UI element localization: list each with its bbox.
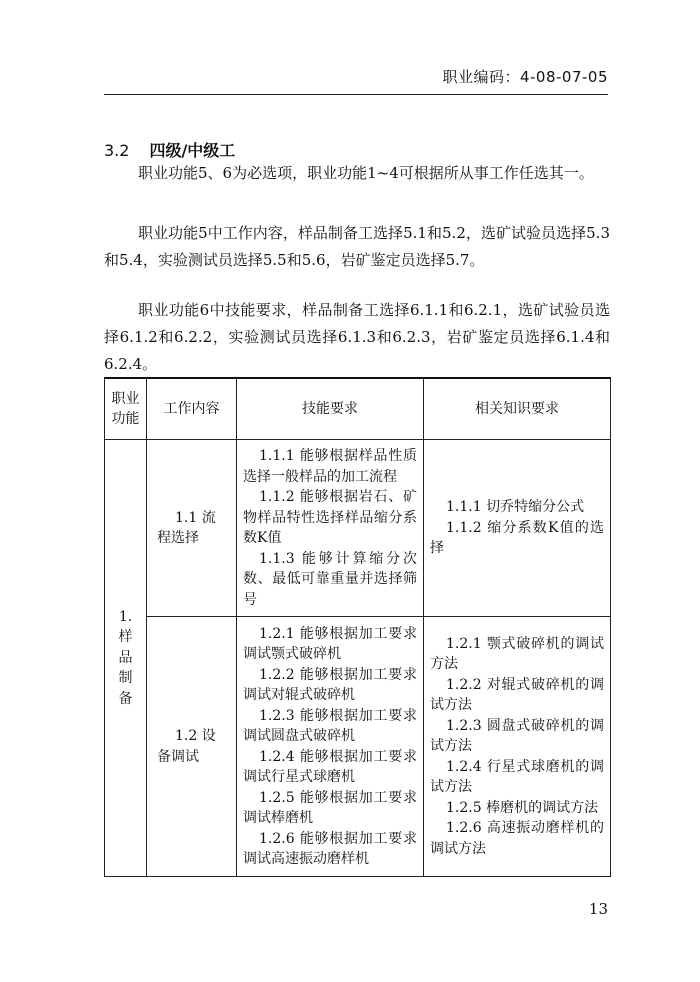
skill-cell bbox=[237, 617, 424, 877]
function-char: 品 bbox=[118, 649, 133, 666]
skill-item: 1.2.1 能够根据加工要求调试颚式破碎机 bbox=[243, 625, 417, 662]
function-char: 备 bbox=[118, 690, 133, 707]
skill-item: 1.1.2 能够根据岩石、矿物样品特性选择样品缩分系数K值 bbox=[243, 489, 417, 546]
knowledge-item: 1.2.6 高速振动磨样机的调试方法 bbox=[430, 820, 604, 857]
knowledge-item: 1.2.3 圆盘式破碎机的调试方法 bbox=[430, 717, 604, 755]
skill-cell bbox=[237, 440, 424, 617]
knowledge-item: 1.2.5 棒磨机的调试方法 bbox=[446, 799, 599, 816]
knowledge-cell bbox=[424, 617, 611, 877]
skill-item: 1.2.4 能够根据加工要求调试行星式球磨机 bbox=[243, 748, 417, 785]
function-number: 1. bbox=[118, 608, 133, 625]
occupation-code: 职业编码：4-08-07-05 bbox=[442, 68, 608, 86]
work-content-cell: 1.2 设备调试 bbox=[147, 617, 237, 877]
skill-item: 1.1.3 能够计算缩分次数、最低可靠重量并选择筛号 bbox=[243, 550, 417, 608]
paragraph-3: 职业功能6中技能要求，样品制备工选择6.1.1和6.2.1，选矿试验员选择6.1.2和6.2.2，实验测试员选择6.1.3和6.2.3，岩矿鉴定员选择6.1.4和6.2.4。 bbox=[104, 301, 610, 373]
section-number: 3.2 bbox=[104, 141, 130, 160]
knowledge-cell bbox=[424, 440, 611, 617]
knowledge-item: 1.2.1 颚式破碎机的调试方法 bbox=[430, 635, 604, 673]
skill-item: 1.2.3 能够根据加工要求调试圆盘式破碎机 bbox=[243, 707, 417, 744]
work-content-cell: 1.1 流程选择 bbox=[147, 440, 237, 617]
skill-item: 1.1.1 能够根据样品性质选择一般样品的加工流程 bbox=[243, 448, 417, 485]
skill-item: 1.2.5 能够根据加工要求调试棒磨机 bbox=[243, 789, 417, 826]
paragraph-2: 职业功能5中工作内容，样品制备工选择5.1和5.2，选矿试验员选择5.3和5.4，实验测试员选择5.5和5.6，岩矿鉴定员选择5.7。 bbox=[104, 224, 610, 269]
table-row bbox=[105, 617, 611, 877]
header-function-line1: 职业 bbox=[111, 391, 140, 407]
section-heading bbox=[104, 138, 235, 161]
page-number: 13 bbox=[588, 900, 608, 918]
knowledge-item: 1.2.4 行星式球磨机的调试方法 bbox=[430, 758, 604, 796]
function-char: 样 bbox=[118, 629, 133, 646]
header-work-content: 工作内容 bbox=[147, 378, 237, 440]
section-title: 四级/中级工 bbox=[149, 141, 236, 160]
header-divider bbox=[104, 94, 608, 95]
knowledge-item: 1.1.2 缩分系数K值的选择 bbox=[430, 519, 604, 557]
function-cell-sample-preparation bbox=[105, 440, 147, 877]
requirements-table bbox=[104, 377, 611, 877]
skill-item: 1.2.6 能够根据加工要求调试高速振动磨样机 bbox=[243, 830, 417, 867]
header-occupational-function bbox=[105, 378, 147, 440]
header-knowledge-requirements: 相关知识要求 bbox=[424, 378, 611, 440]
paragraph-1: 职业功能5、6为必选项，职业功能1~4可根据所从事工作任选其一。 bbox=[138, 164, 594, 182]
skill-item: 1.2.2 能够根据加工要求调试对辊式破碎机 bbox=[243, 666, 417, 703]
knowledge-item: 1.1.1 切乔特缩分公式 bbox=[446, 499, 585, 516]
knowledge-item: 1.2.2 对辊式破碎机的调试方法 bbox=[430, 676, 604, 714]
function-char: 制 bbox=[118, 670, 133, 687]
header-function-line2: 功能 bbox=[111, 411, 140, 427]
table-row bbox=[105, 440, 611, 617]
table-header-row bbox=[105, 378, 611, 440]
header-skill-requirements: 技能要求 bbox=[237, 378, 424, 440]
